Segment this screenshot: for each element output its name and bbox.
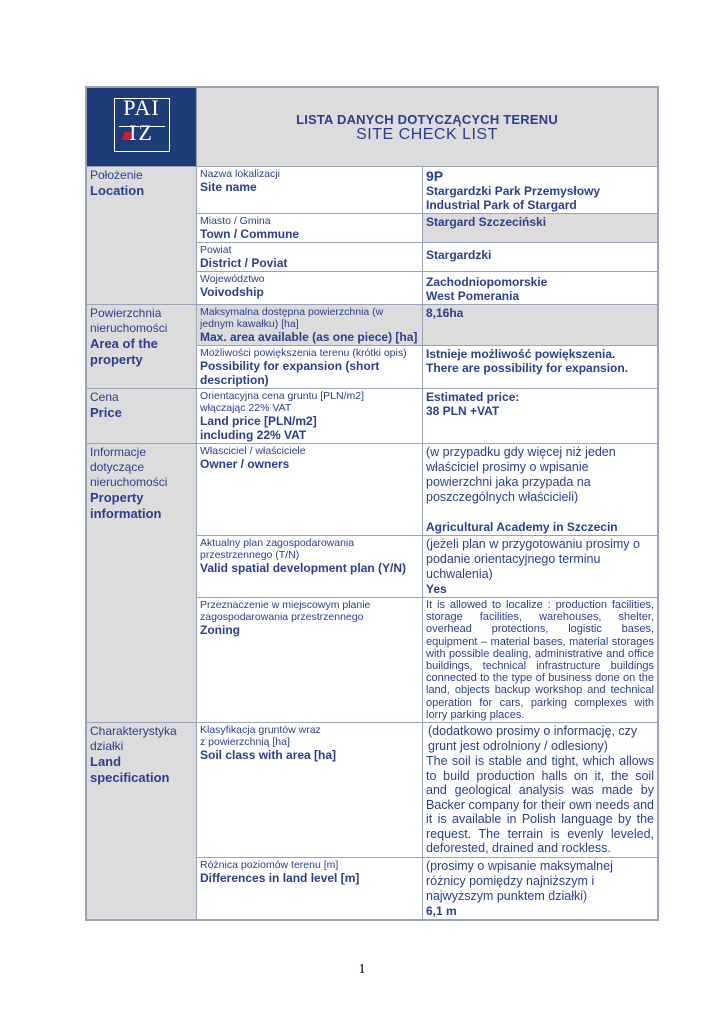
land-section-label: Charakterystyka działki Land specification	[87, 723, 197, 920]
owner-value: (w przypadku gdy więcej niż jeden właściciel prosimy o wpisanie powierzchni jaka przypada na poszczególnych właścicieli) Agricultural Academy in Szczecin	[423, 444, 658, 536]
plan-value: (jeżeli plan w przygotowaniu prosimy o podanie orientacyjnego terminu uchwalenia) Yes	[423, 536, 658, 598]
logo-cell	[87, 88, 197, 167]
expansion-value: Istnieje możliwość powiększenia. There are possibility for expansion.	[423, 346, 658, 389]
area-max-row	[87, 305, 658, 346]
plan-label: Aktualny plan zagospodarowania przestrzennego (T/N) Valid spatial development plan (Y/N)	[197, 536, 423, 598]
title-cell	[197, 88, 658, 167]
zoning-value: It is allowed to localize : production facilities, storage facilities, warehouses, shelter, overhead protections, logistic bases, equipment – material bases, material storages with possible dealing, administrative and office buildings, technical infrastructure buildings connected to the type of business done on the land, objects backup workshop and technical operation for cars, parking complexes with lorry parking places.	[423, 598, 658, 723]
title-english: SITE CHECK LIST	[356, 126, 498, 143]
site-name-label: Nazwa lokalizacji Site name	[197, 167, 423, 214]
price-value: Estimated price: 38 PLN +VAT	[423, 389, 658, 444]
district-label: Powiat District / Poviat	[197, 243, 423, 272]
owner-label: Własciciel / właściciele Owner / owners	[197, 444, 423, 536]
header-row	[87, 88, 658, 167]
expansion-label: Możliwości powiększenia terenu (krótki opis) Possibility for expansion (short description)	[197, 346, 423, 389]
level-diff-label: Różnica poziomów terenu [m] Differences in land level [m]	[197, 857, 423, 919]
max-area-label: Maksymalna dostępna powierzchnia (w jednym kawałku) [ha] Max. area available (as one piece) [ha]	[197, 305, 423, 346]
paiiz-logo	[114, 95, 170, 152]
title-polish: LISTA DANYCH DOTYCZĄCYCH TERENU	[296, 112, 558, 127]
price-section-label: Cena Price	[87, 389, 197, 444]
logo-text-top: PAI	[123, 95, 160, 120]
logo-text-bottom: IZ	[129, 120, 154, 145]
owner-row	[87, 444, 658, 536]
town-value: Stargard Szczeciński	[423, 214, 658, 243]
soil-label: Klasyfikacja gruntów wraz z powierzchnią [ha] Soil class with area [ha]	[197, 723, 423, 858]
town-label: Miasto / Gmina Town / Commune	[197, 214, 423, 243]
max-area-value: 8,16ha	[423, 305, 658, 346]
location-site-row	[87, 167, 658, 214]
price-row	[87, 389, 658, 444]
site-name-value: 9P Stargardzki Park Przemysłowy Industrial Park of Stargard	[423, 167, 658, 214]
voivodship-label: Województwo Voivodship	[197, 272, 423, 305]
zoning-label: Przeznaczenie w miejscowym planie zagospodarowania przestrzennego Zoning	[197, 598, 423, 723]
site-check-list-form	[85, 86, 659, 921]
level-diff-value: (prosimy o wpisanie maksymalnej różnicy pomiędzy najniższym i najwyższym punktem działki) 6,1 m	[423, 857, 658, 919]
area-section-label: Powierzchnia nieruchomości Area of the property	[87, 305, 197, 389]
voivodship-value: Zachodniopomorskie West Pomerania	[423, 272, 658, 305]
property-section-label: Informacje dotyczące nieruchomości Property information	[87, 444, 197, 723]
page-number: 1	[358, 962, 366, 977]
soil-value: (dodatkowo prosimy o informację, czy grunt jest odrolniony / odlesiony) The soil is stable and tight, which allows to build production halls on it, the soil and geological analysis was made by Backer company for their own needs and it is available in Polish language by the request. The terrain is evenly leveled, deforested, drained and rockless.	[423, 723, 658, 858]
price-label: Orientacyjna cena gruntu [PLN/m2] włączając 22% VAT Land price [PLN/m2] including 22% VAT	[197, 389, 423, 444]
district-value: Stargardzki	[423, 243, 658, 272]
location-section-label: Położenie Location	[87, 167, 197, 305]
soil-row	[87, 723, 658, 858]
checklist-table	[86, 87, 658, 920]
